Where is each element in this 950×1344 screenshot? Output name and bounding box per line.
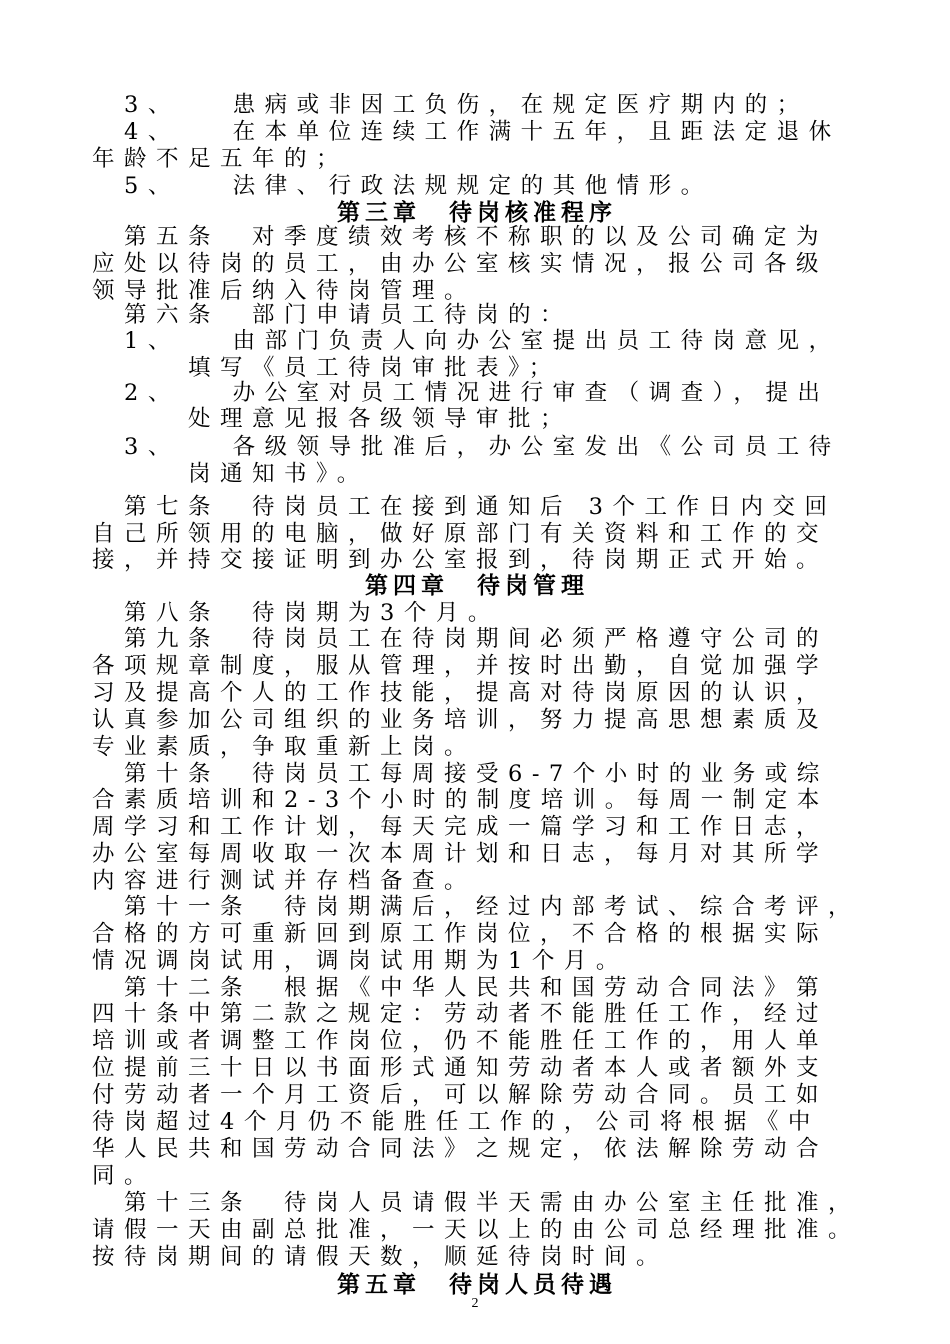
body-line: 合素质培训和2-3个小时的制度培训。每周一制定本 [92,787,829,813]
body-line: 应处以待岗的员工，由办公室核实情况，报公司各级 [92,251,829,277]
body-line: 3、 各级领导批准后，办公室发出《公司员工待 [92,434,841,460]
body-line: 按待岗期间的请假天数，顺延待岗时间。 [92,1244,669,1270]
body-line: 1、 由部门负责人向办公室提出员工待岗意见， [92,328,841,354]
body-line: 第六条 部门申请员工待岗的： [92,302,573,328]
body-line: 第七条 待岗员工在接到通知后 3个工作日内交回 [92,494,837,520]
page-number: 2 [471,1296,479,1311]
body-line: 接，并持交接证明到办公室报到，待岗期正式开始。 [92,547,829,573]
body-line: 待岗超过4个月仍不能胜任工作的，公司将根据《中 [92,1109,820,1135]
body-line: 第九条 待岗员工在待岗期间必须严格遵守公司的 [92,626,829,652]
body-line: 周学习和工作计划，每天完成一篇学习和工作日志， [92,814,829,840]
body-line: 4、 在本单位连续工作满十五年，且距法定退休 [92,119,841,145]
body-line: 各项规章制度，服从管理，并按时出勤，自觉加强学 [92,653,829,679]
body-line: 第八条 待岗期为3个月。 [92,600,500,626]
body-line: 第十一条 待岗期满后，经过内部考试、综合考评， [92,894,861,920]
body-line: 2、 办公室对员工情况进行审查（调查），提出 [92,380,830,406]
body-line: 处理意见报各级领导审批； [92,406,573,432]
body-line: 岗通知书》。 [92,461,369,487]
body-line: 培训或者调整工作岗位，仍不能胜任工作的，用人单 [92,1028,829,1054]
body-line: 自己所领用的电脑，做好原部门有关资料和工作的交 [92,521,829,547]
body-line: 专业素质，争取重新上岗。 [92,734,477,760]
body-line: 认真参加公司组织的业务培训，努力提高思想素质及 [92,707,829,733]
body-line: 3、 患病或非因工负伤，在规定医疗期内的； [92,92,809,118]
body-line: 付劳动者一个月工资后，可以解除劳动合同。员工如 [92,1082,829,1108]
body-line: 同。 [92,1163,157,1189]
body-line: 四十条中第二款之规定：劳动者不能胜任工作，经过 [92,1001,829,1027]
body-line: 第十二条 根据《中华人民共和国劳动合同法》第 [92,975,829,1001]
body-line: 合格的方可重新回到原工作岗位，不合格的根据实际 [92,921,829,947]
chapter-heading: 第四章 待岗管理 [365,572,589,599]
body-line: 办公室每周收取一次本周计划和日志，每月对其所学 [92,841,829,867]
body-line: 情况调岗试用，调岗试用期为1个月。 [92,948,628,974]
body-line: 华人民共和国劳动合同法》之规定，依法解除劳动合 [92,1136,829,1162]
body-line: 第五条 对季度绩效考核不称职的以及公司确定为 [92,224,829,250]
body-line: 请假一天由副总批准，一天以上的由公司总经理批准。 [92,1217,861,1243]
body-line: 第十条 待岗员工每周接受6-7个小时的业务或综 [92,761,829,787]
chapter-heading: 第三章 待岗核准程序 [337,199,617,226]
body-line: 年龄不足五年的； [92,146,349,172]
body-line: 领导批准后纳入待岗管理。 [92,278,477,304]
body-line: 内容进行测试并存档备查。 [92,868,477,894]
body-line: 位提前三十日以书面形式通知劳动者本人或者额外支 [92,1055,829,1081]
body-line: 填写《员工待岗审批表》； [92,355,561,381]
body-line: 5、 法律、行政法规规定的其他情形。 [92,173,713,199]
body-line: 第十三条 待岗人员请假半天需由办公室主任批准， [92,1190,861,1216]
body-line: 习及提高个人的工作技能，提高对待岗原因的认识， [92,680,829,706]
chapter-heading: 第五章 待岗人员待遇 [337,1271,617,1298]
